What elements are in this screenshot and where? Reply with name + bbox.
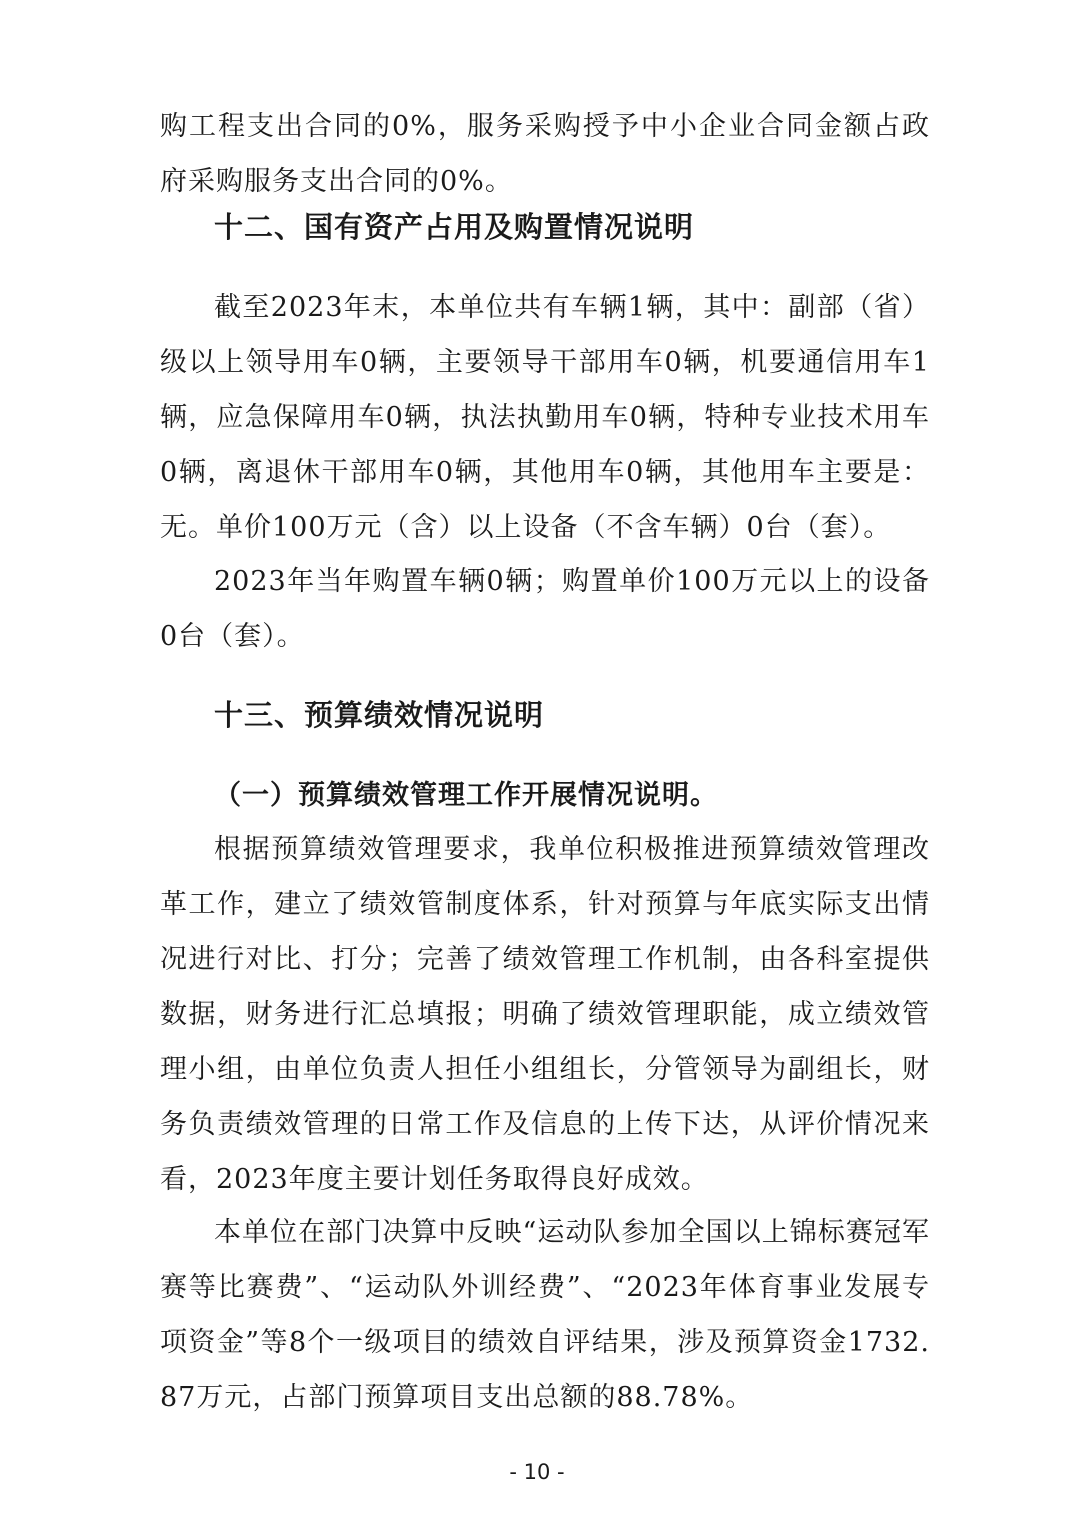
section-heading-state-assets: 十二、国有资产占用及购置情况说明 (214, 210, 695, 244)
paragraph-procurement-continued: 购工程支出合同的0%，服务采购授予中小企业合同金额占政府采购服务支出合同的0%。 (160, 111, 930, 197)
section-heading-budget-performance: 十三、预算绩效情况说明 (214, 698, 545, 732)
page-number: - 10 - (509, 1460, 565, 1484)
paragraph-purchases-2023: 2023年当年购置车辆0辆；购置单价100万元以上的设备0台（套）。 (160, 566, 930, 652)
paragraph-performance-management: 根据预算绩效管理要求，我单位积极推进预算绩效管理改革工作，建立了绩效管制度体系，针对预算与年底实际支出情况进行对比、打分；完善了绩效管理工作机制，由各科室提供数据，财务进行汇总填报；明确了绩效管理职能，成立绩效管理小组，由单位负责人担任小组组长，分管领导为副组长，财务负责绩效管理的日常工作及信息的上传下达，从评价情况来看，2023年度主要计划任务取得良好成效。 (160, 834, 930, 1195)
paragraph-project-self-evaluation: 本单位在部门决算中反映“运动队参加全国以上锦标赛冠军赛等比赛费”、“运动队外训经费”、“2023年体育事业发展专项资金”等8个一级项目的绩效自评结果，涉及预算资金1732.87万元，占部门预算项目支出总额的88.78%。 (160, 1217, 930, 1413)
paragraph-vehicles: 截至2023年末，本单位共有车辆1辆，其中：副部（省）级以上领导用车0辆，主要领导干部用车0辆，机要通信用车1辆，应急保障用车0辆，执法执勤用车0辆，特种专业技术用车0辆，离退休干部用车0辆，其他用车0辆，其他用车主要是：无。单价100万元（含）以上设备（不含车辆）0台（套）。 (160, 292, 930, 543)
subsection-heading-management-work: （一）预算绩效管理工作开展情况说明。 (214, 780, 718, 811)
